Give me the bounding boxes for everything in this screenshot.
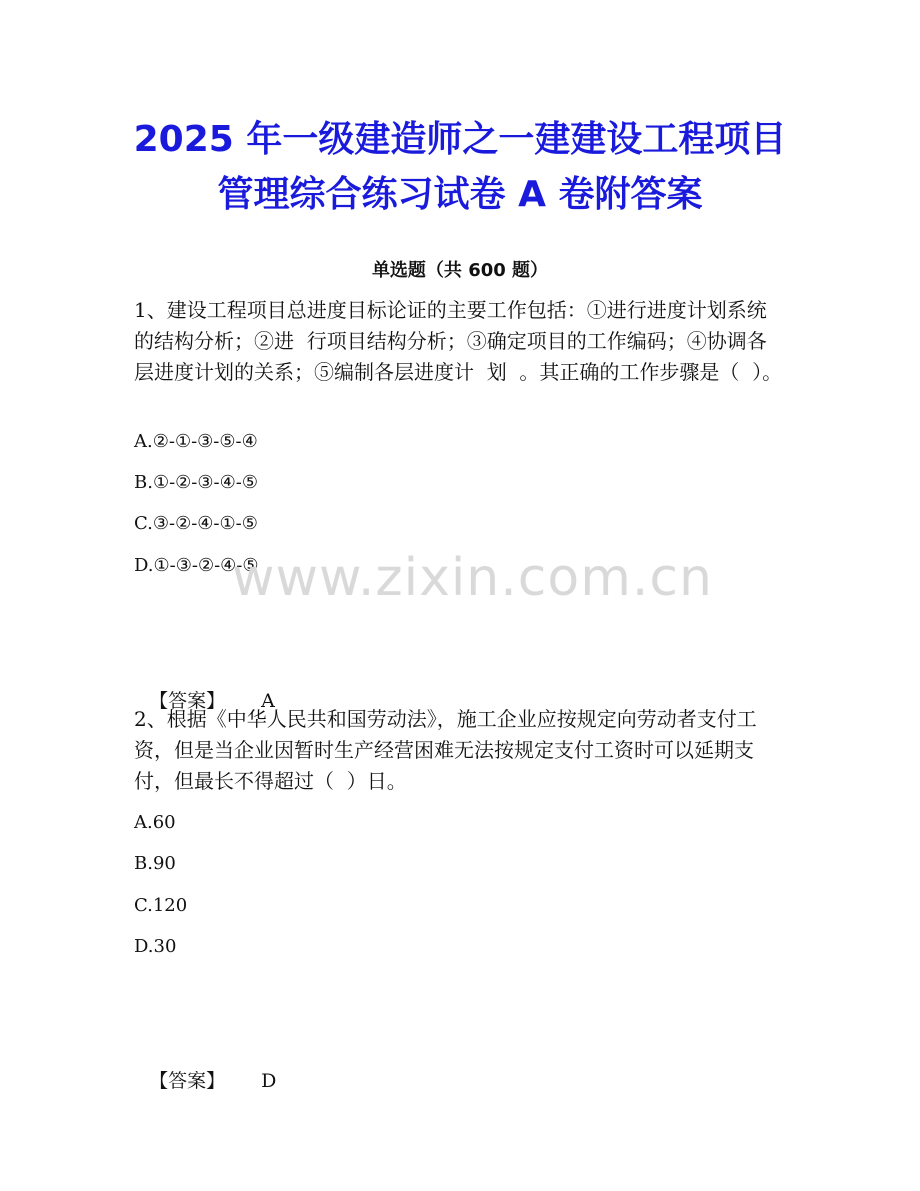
question-2-option-c: C.120 [134, 895, 188, 916]
question-1-option-a: A.②-①-③-⑤-④ [134, 431, 258, 452]
document-title-line-2: 管理综合练习试卷 A 卷附答案 [217, 174, 703, 215]
question-1-option-d: D.①-③-②-④-⑤ [134, 555, 259, 576]
question-2-option-b: B.90 [134, 853, 176, 874]
question-1-option-b: B.①-②-③-④-⑤ [134, 472, 258, 493]
watermark: www.zixin.com.cn [232, 548, 713, 608]
answer-value: D [261, 1070, 277, 1092]
answer-label: 【答案】 [149, 1070, 226, 1092]
answer-value: A [261, 690, 275, 712]
question-1-text: 1、建设工程项目总进度目标论证的主要工作包括：①进行进度计划系统的结构分析；②进 行项目结构分析；③确定项目的工作编码；④协调各层进度计划的关系；⑤编制各层进度计 划 。其正确的工作步骤是（ ）。 [134, 298, 783, 384]
question-2-answer [137, 1045, 276, 1093]
question-2-text: 2、根据《中华人民共和国劳动法》，施工企业应按规定向劳动者支付工资，但是当企业因暂时生产经营困难无法按规定支付工资时可以延期支付，但最长不得超过（ ）日。 [134, 707, 757, 793]
section-title: 单选题（共 600 题） [371, 260, 549, 281]
question-1-option-c: C.③-②-④-①-⑤ [134, 513, 258, 534]
question-2-option-a: A.60 [134, 812, 176, 833]
answer-label: 【答案】 [149, 690, 226, 712]
document-title-line-1: 2025 年一级建造师之一建建设工程项目 [133, 119, 787, 160]
question-2-option-d: D.30 [134, 936, 177, 957]
